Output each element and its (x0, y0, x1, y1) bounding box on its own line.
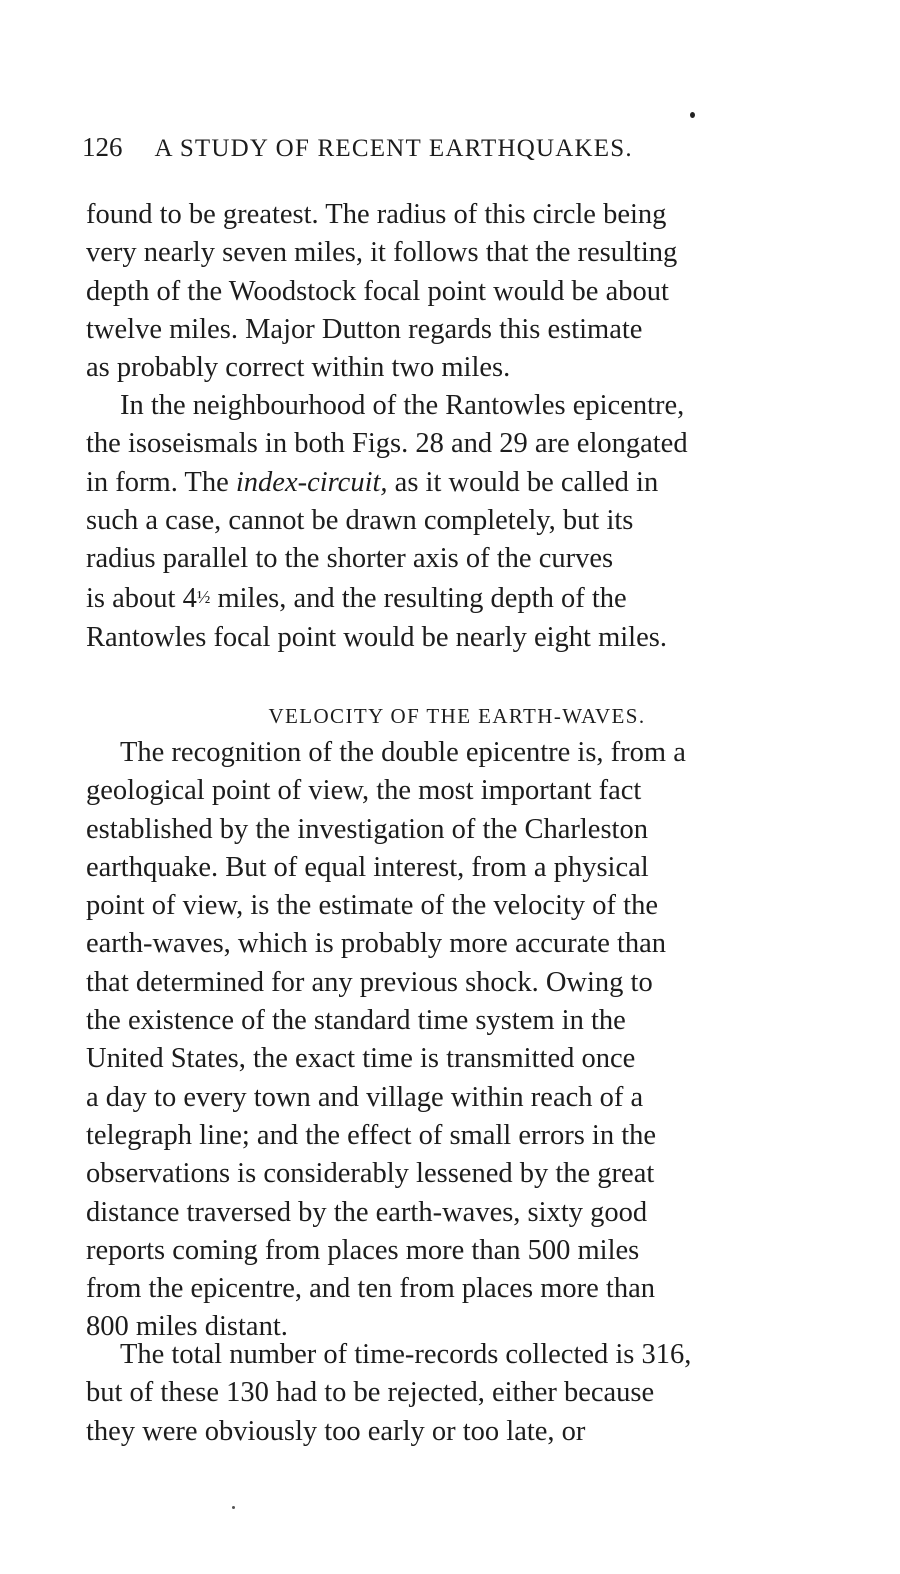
running-head (82, 132, 742, 163)
text-line: reports coming from places more than 500 miles (86, 1234, 640, 1266)
text-line (86, 578, 826, 618)
text-line: telegraph line; and the effect of small errors in the (86, 1119, 657, 1151)
text-line: they were obviously too early or too late, or (86, 1415, 586, 1447)
paragraph-rantowles-epicentre (86, 387, 826, 657)
text-line: very nearly seven miles, it follows that the resulting (86, 237, 678, 269)
section-heading (0, 704, 900, 729)
text-line: geological point of view, the most important fact (86, 775, 642, 807)
text-line: the existence of the standard time system in the (86, 1005, 626, 1037)
text-line: from the epicentre, and ten from places more than (86, 1273, 655, 1305)
text-line: earthquake. But of equal interest, from a physical (86, 851, 649, 883)
text-line: as probably correct within two miles. (86, 352, 511, 384)
text-line: point of view, is the estimate of the velocity of the (86, 890, 658, 922)
running-title: A STUDY OF RECENT EARTHQUAKES. (154, 135, 633, 162)
fraction: ½ (196, 587, 211, 608)
text-line: The recognition of the double epicentre is, from a (120, 737, 686, 768)
text-line: distance traversed by the earth-waves, sixty good (86, 1196, 648, 1228)
print-speck (232, 1506, 235, 1509)
text-fragment: as it would be called in (387, 466, 659, 498)
text-fragment: miles, and the resulting depth of the (210, 583, 627, 615)
text-line: that determined for any previous shock. Owing to (86, 966, 653, 998)
paragraph-time-records (86, 1336, 826, 1451)
paragraph-woodstock-depth (86, 196, 826, 387)
text-line: twelve miles. Major Dutton regards this estimate (86, 313, 643, 345)
print-speck (690, 112, 695, 118)
page-number: 126 (82, 132, 123, 162)
italic-term: index-circuit, (235, 466, 388, 498)
text-line: but of these 130 had to be rejected, either because (86, 1377, 655, 1409)
paragraph-velocity (86, 734, 826, 1347)
text-line: such a case, cannot be drawn completely, but its (86, 504, 634, 536)
text-line: earth-waves, which is probably more accurate than (86, 928, 667, 960)
text-line: the isoseismals in both Figs. 28 and 29 are elongated (86, 428, 688, 460)
text-line: 800 miles distant. (86, 1311, 288, 1343)
text-line (86, 464, 826, 502)
text-line: radius parallel to the shorter axis of the curves (86, 543, 614, 575)
text-line: observations is considerably lessened by the great (86, 1158, 655, 1190)
text-line: United States, the exact time is transmitted once (86, 1043, 636, 1075)
text-line: depth of the Woodstock focal point would be about (86, 275, 669, 307)
text-fragment: in form. The (86, 466, 236, 498)
text-line: In the neighbourhood of the Rantowles epicentre, (120, 390, 685, 421)
text-line: Rantowles focal point would be nearly eight miles. (86, 621, 667, 653)
text-fragment: is about 4 (86, 583, 197, 615)
text-line: found to be greatest. The radius of this circle being (86, 199, 667, 230)
text-line: a day to every town and village within reach of a (86, 1081, 644, 1113)
section-heading-text: VELOCITY OF THE EARTH-WAVES. (268, 704, 646, 728)
text-line: established by the investigation of the Charleston (86, 813, 648, 845)
text-line: The total number of time-records collected is 316, (120, 1339, 692, 1370)
